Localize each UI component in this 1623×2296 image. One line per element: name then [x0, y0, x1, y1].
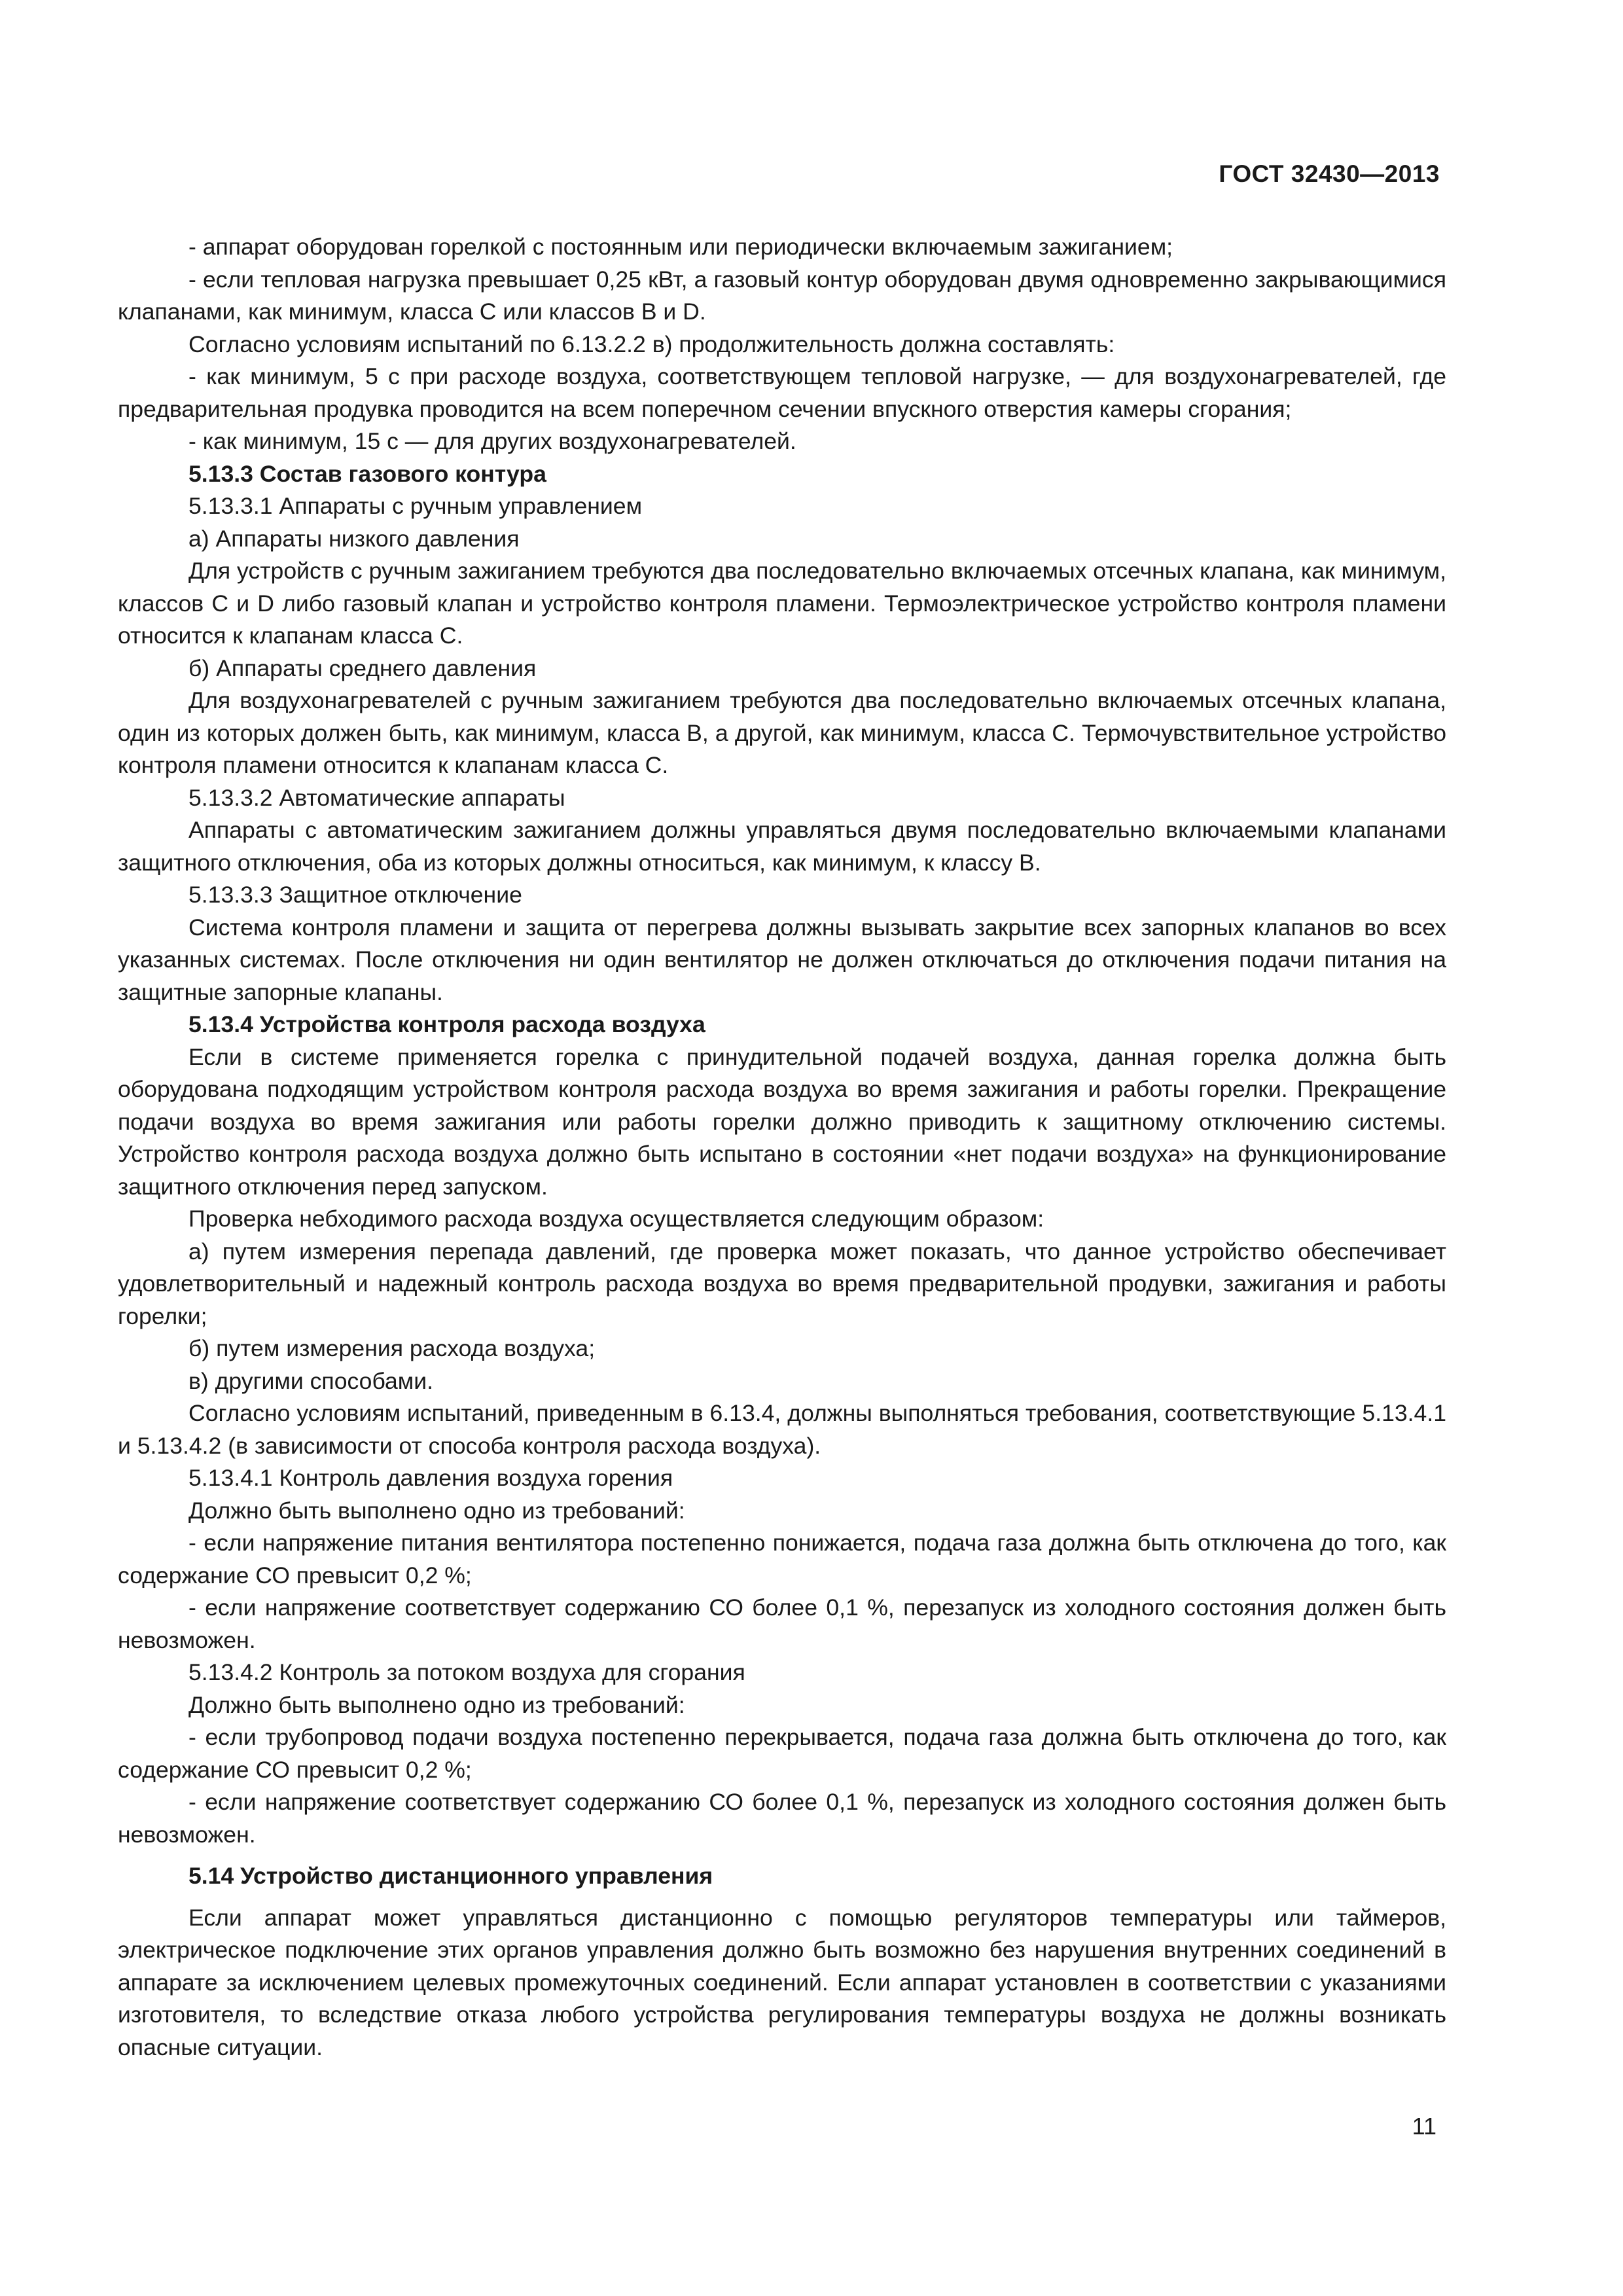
section-heading-5-13-3: 5.13.3 Состав газового контура: [188, 460, 546, 487]
subsection-heading: 5.13.3.3 Защитное отключение: [188, 882, 522, 908]
subsection-heading: 5.13.4.1 Контроль давления воздуха горения: [188, 1465, 673, 1491]
paragraph: - аппарат оборудован горелкой с постоянным или периодически включаемым зажиганием;: [188, 234, 1173, 260]
paragraph: Для воздухонагревателей с ручным зажиганием требуются два последовательно включаемых отсечных клапана, один из которых должен быть, как минимум, класса В, а другой, как минимум, класса С. Термочувствительное устройство контроля пламени относится к клапанам класса С.: [118, 687, 1446, 778]
paragraph: Аппараты с автоматическим зажиганием должны управляться двумя последовательно включаемыми клапанами защитного отключения, оба из которых должны относиться, как минимум, к классу В.: [118, 817, 1446, 876]
document-id-header: ГОСТ 32430—2013: [1219, 160, 1440, 187]
paragraph: Должно быть выполнено одно из требований:: [188, 1497, 685, 1524]
list-item: - если напряжение питания вентилятора постепенно понижается, подача газа должна быть отключена до того, как содержание СО превысит 0,2 %;: [118, 1530, 1446, 1588]
list-item: - если напряжение соответствует содержанию СО более 0,1 %, перезапуск из холодного состояния должен быть невозможен.: [118, 1789, 1446, 1848]
section-heading-5-13-4: 5.13.4 Устройства контроля расхода воздуха: [188, 1011, 705, 1037]
list-item: - если напряжение соответствует содержанию СО более 0,1 %, перезапуск из холодного состояния должен быть невозможен.: [118, 1594, 1446, 1653]
paragraph: - если тепловая нагрузка превышает 0,25 кВт, а газовый контур оборудован двумя одновременно закрывающимися клапанами, как минимум, класса С или классов В и D.: [118, 266, 1446, 325]
list-item: - если трубопровод подачи воздуха постепенно перекрывается, подача газа должна быть отключена до того, как содержание СО превысит 0,2 %;: [118, 1724, 1446, 1783]
document-body: [118, 231, 1446, 2064]
subsection-heading: 5.13.3.2 Автоматические аппараты: [188, 784, 565, 811]
list-item: а) путем измерения перепада давлений, где проверка может показать, что данное устройство обеспечивает удовлетворительный и надежный контроль расхода воздуха во время предварительной продувки, зажигания и работы горелки;: [118, 1238, 1446, 1329]
subsection-heading: а) Аппараты низкого давления: [188, 525, 520, 552]
paragraph: Если аппарат может управляться дистанционно с помощью регуляторов температуры или таймеров, электрическое подключение этих органов управления должно быть возможно без нарушения внутренних соединений в аппарате за исключением целевых промежуточных соединений. Если аппарат установлен в соответствии с указаниями изготовителя, то вследствие отказа любого устройства регулирования температуры воздуха не должны возникать опасные ситуации.: [118, 1904, 1446, 2060]
paragraph: Согласно условиям испытаний, приведенным в 6.13.4, должны выполняться требования, соответствующие 5.13.4.1 и 5.13.4.2 (в зависимости от способа контроля расхода воздуха).: [118, 1400, 1446, 1459]
paragraph: Должно быть выполнено одно из требований:: [188, 1691, 685, 1718]
paragraph: Если в системе применяется горелка с принудительной подачей воздуха, данная горелка должна быть оборудована подходящим устройством контроля расхода воздуха во время зажигания и работы горелки. Прекращение подачи воздуха во время зажигания или работы горелки должно приводить к защитному отключению системы. Устройство контроля расхода воздуха должно быть испытано в состоянии «нет подачи воздуха» на функционирование защитного отключения перед запуском.: [118, 1043, 1446, 1200]
paragraph: - как минимум, 5 с при расходе воздуха, соответствующем тепловой нагрузке, — для воздухонагревателей, где предварительная продувка проводится на всем поперечном сечении впускного отверстия камеры сгорания;: [118, 363, 1446, 422]
paragraph: Система контроля пламени и защита от перегрева должны вызывать закрытие всех запорных клапанов во всех указанных системах. После отключения ни один вентилятор не должен отключаться до отключения подачи питания на защитные запорные клапаны.: [118, 914, 1446, 1005]
subsection-heading: б) Аппараты среднего давления: [188, 655, 537, 681]
list-item: б) путем измерения расхода воздуха;: [188, 1335, 596, 1361]
paragraph: Для устройств с ручным зажиганием требуются два последовательно включаемых отсечных клапана, как минимум, классов С и D либо газовый клапан и устройство контроля пламени. Термоэлектрическое устройство контроля пламени относится к клапанам класса С.: [118, 558, 1446, 649]
paragraph: Проверка небходимого расхода воздуха осуществляется следующим образом:: [188, 1206, 1044, 1232]
section-heading-5-14: 5.14 Устройство дистанционного управления: [188, 1863, 713, 1889]
paragraph: Согласно условиям испытаний по 6.13.2.2 в) продолжительность должна составлять:: [188, 331, 1115, 357]
subsection-heading: 5.13.4.2 Контроль за потоком воздуха для сгорания: [188, 1659, 745, 1685]
subsection-heading: 5.13.3.1 Аппараты с ручным управлением: [188, 493, 643, 519]
paragraph: - как минимум, 15 с — для других воздухонагревателей.: [188, 428, 796, 454]
page-number: 11: [1412, 2113, 1436, 2140]
list-item: в) другими способами.: [188, 1367, 434, 1394]
